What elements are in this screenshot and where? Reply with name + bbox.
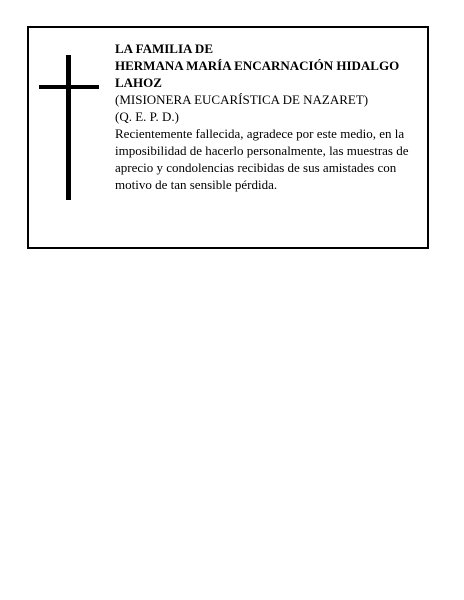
notice-body: Recientemente fallecida, agradece por este medio, en la imposibilidad de hacerlo personalmente, las muestras de aprecio y condolencias recibidas de sus amistades con motivo de tan sensible pérdida. — [115, 126, 409, 192]
cross-vertical-bar — [66, 55, 71, 200]
notice-text — [115, 40, 421, 193]
deceased-name-line2: LAHOZ — [115, 75, 162, 90]
family-heading: LA FAMILIA DE — [115, 41, 213, 56]
deceased-name-line1: HERMANA MARÍA ENCARNACIÓN HIDALGO — [115, 58, 400, 73]
congregation: (MISIONERA EUCARÍSTICA DE NAZARET) — [115, 92, 369, 107]
rip-abbreviation: (Q. E. P. D.) — [115, 109, 179, 124]
condolence-notice — [27, 26, 429, 249]
cross-horizontal-bar — [39, 85, 99, 89]
cross-icon — [39, 55, 99, 200]
